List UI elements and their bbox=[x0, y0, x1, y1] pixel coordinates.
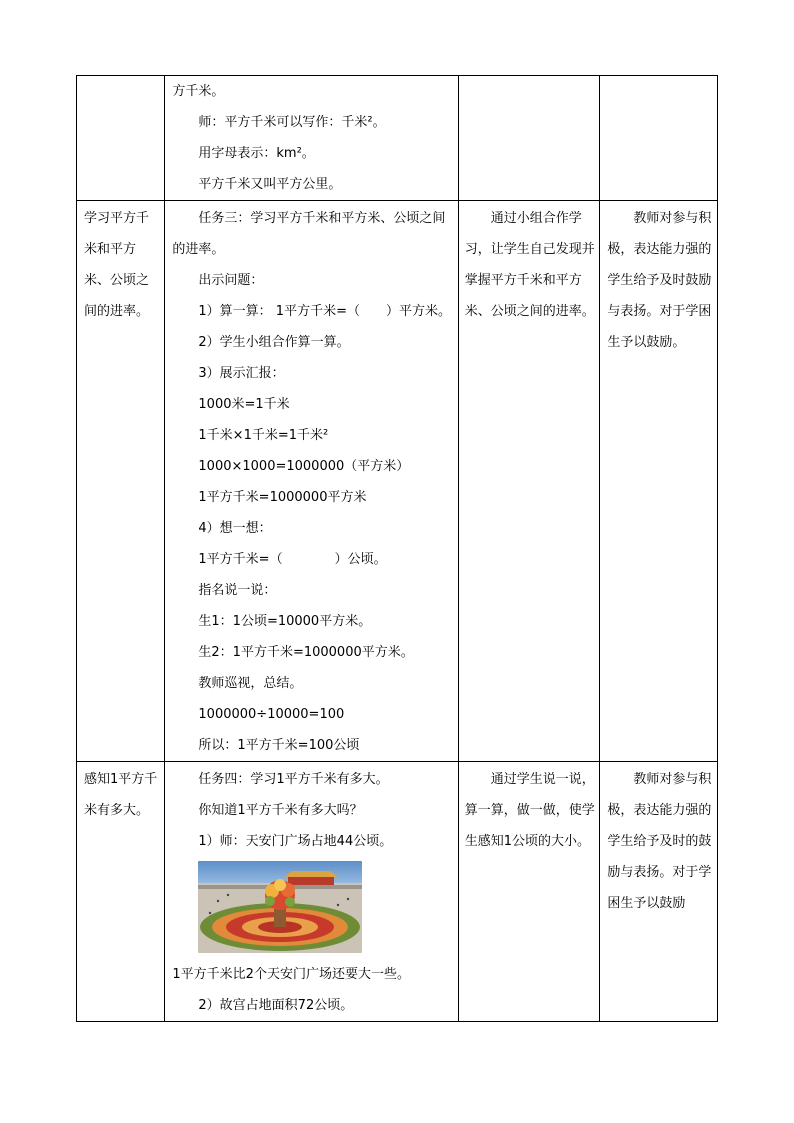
process-line: 2）故宫占地面积72公顷。 bbox=[198, 998, 354, 1013]
intent-cell bbox=[458, 762, 600, 1022]
process-line: 1平方千米=1000000平方米 bbox=[198, 490, 367, 505]
process-line: 方千米。 bbox=[172, 84, 225, 99]
process-line: 1）算一算： 1平方千米=（ ）平方米。 bbox=[198, 304, 451, 319]
process-line: 1千米×1千米=1千米² bbox=[198, 428, 329, 443]
table-row bbox=[77, 762, 718, 1022]
lesson-plan-table bbox=[76, 75, 718, 1022]
process-line: 用字母表示：km²。 bbox=[198, 146, 315, 161]
process-line: 3）展示汇报： bbox=[198, 366, 285, 381]
tiananmen-square-photo bbox=[198, 861, 362, 953]
process-line: 任务三：学习平方千米和平方米、公顷之间的进率。 bbox=[172, 211, 446, 257]
intent-text: 通过小组合作学习，让学生自己发现并掌握平方千米和平方米、公顷之间的进率。 bbox=[464, 211, 595, 319]
process-line: 1平方千米=（ ）公顷。 bbox=[198, 552, 387, 567]
stage-text: 学习平方千米和平方米、公顷之间的进率。 bbox=[84, 211, 150, 319]
process-line: 任务四：学习1平方千米有多大。 bbox=[198, 772, 389, 787]
stage-text: 感知1平方千米有多大。 bbox=[84, 772, 158, 818]
process-line: 4）想一想： bbox=[198, 521, 272, 536]
process-line: 平方千米又叫平方公里。 bbox=[198, 177, 342, 192]
eval-cell bbox=[600, 201, 718, 762]
process-line: 生2：1平方千米=1000000平方米。 bbox=[198, 645, 414, 660]
process-cell bbox=[165, 762, 458, 1022]
process-line: 你知道1平方千米有多大吗？ bbox=[198, 803, 363, 818]
intent-text: 通过学生说一说，算一算，做一做，使学生感知1公顷的大小。 bbox=[464, 772, 595, 849]
table-row bbox=[77, 76, 718, 201]
intent-cell bbox=[458, 76, 600, 201]
process-cell bbox=[165, 201, 458, 762]
process-line: 指名说一说： bbox=[198, 583, 277, 598]
table-row bbox=[77, 201, 718, 762]
process-line: 1平方千米比2个天安门广场还要大一些。 bbox=[172, 967, 410, 982]
eval-cell bbox=[600, 762, 718, 1022]
process-line: 1000×1000=1000000（平方米） bbox=[198, 459, 410, 474]
stage-cell bbox=[77, 762, 165, 1022]
process-line: 生1：1公顷=10000平方米。 bbox=[198, 614, 372, 629]
tiananmen-square-illustration bbox=[198, 861, 362, 953]
process-line: 教师巡视，总结。 bbox=[198, 676, 303, 691]
eval-text: 教师对参与积极，表达能力强的学生给予及时鼓励与表扬。对于学困生予以鼓励。 bbox=[607, 211, 712, 350]
process-line: 1）师：天安门广场占地44公顷。 bbox=[198, 834, 393, 849]
eval-text: 教师对参与积极，表达能力强的学生给予及时的鼓励与表扬。对于学困生予以鼓励 bbox=[607, 772, 712, 911]
process-line: 2）学生小组合作算一算。 bbox=[198, 335, 350, 350]
stage-cell bbox=[77, 76, 165, 201]
intent-cell bbox=[458, 201, 600, 762]
process-line: 师：平方千米可以写作：千米²。 bbox=[198, 115, 386, 130]
process-cell bbox=[165, 76, 458, 201]
process-line: 出示问题： bbox=[198, 273, 264, 288]
stage-cell bbox=[77, 201, 165, 762]
process-line: 所以：1平方千米=100公顷 bbox=[198, 738, 360, 753]
process-line: 1000米=1千米 bbox=[198, 397, 290, 412]
process-line: 1000000÷10000=100 bbox=[198, 707, 345, 722]
eval-cell bbox=[600, 76, 718, 201]
